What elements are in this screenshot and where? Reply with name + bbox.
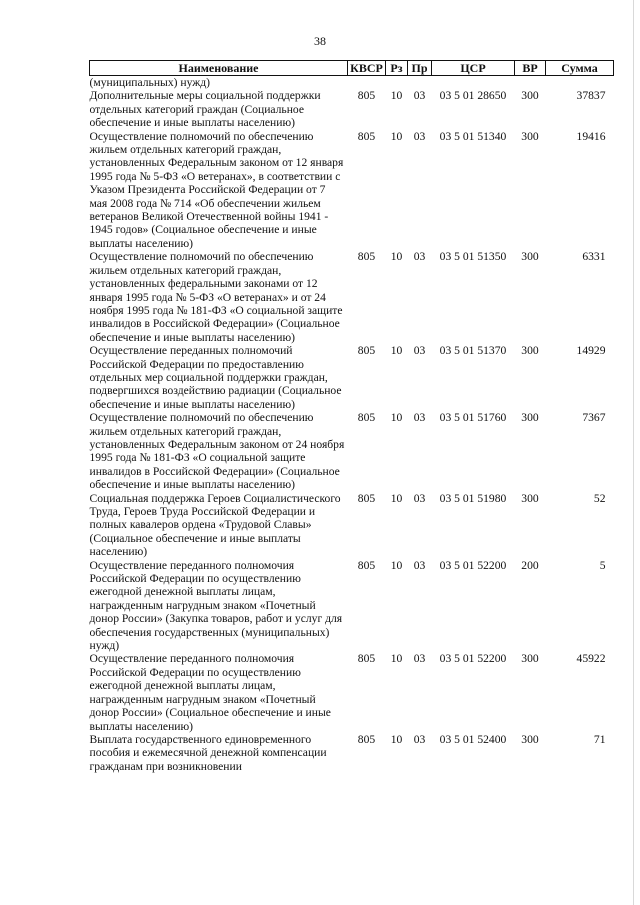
row-kvsr bbox=[348, 76, 386, 90]
row-rz bbox=[386, 76, 408, 90]
row-vr: 300 bbox=[521, 129, 539, 143]
row-kvsr: 805 bbox=[357, 129, 376, 143]
header-row bbox=[90, 61, 614, 76]
row-kvsr: 805 bbox=[357, 89, 376, 103]
row-name: Выплата государственного единовременного пособия и ежемесячной денежной компенсации гражданам при возникновении bbox=[89, 732, 327, 773]
header-pr: Пр bbox=[408, 61, 432, 76]
row-name: Осуществление полномочий по обеспечению жильем отдельных категорий граждан, установленных Федеральным законом от 24 ноября 1995 года № 181-ФЗ «О социальной защите инвалидов в Российской Федерации» (Социальное обеспечение и иные выплаты населению) bbox=[89, 411, 345, 492]
row-sum: 6331 bbox=[582, 250, 606, 264]
row-vr: 300 bbox=[521, 652, 539, 666]
row-rz: 10 bbox=[390, 344, 403, 358]
table-row bbox=[90, 89, 614, 129]
header-kvsr: КВСР bbox=[348, 61, 386, 76]
row-rz: 10 bbox=[390, 491, 403, 505]
header-name: Наименование bbox=[90, 61, 348, 76]
header-csr: ЦСР bbox=[432, 61, 515, 76]
scan-edge-line bbox=[633, 0, 634, 905]
row-vr: 300 bbox=[521, 732, 539, 746]
page-number: 38 bbox=[314, 34, 326, 48]
row-pr bbox=[408, 76, 432, 90]
row-vr: 300 bbox=[521, 491, 539, 505]
row-pr: 03 bbox=[413, 732, 426, 746]
row-name: Осуществление переданных полномочий Российской Федерации по предоставлению отдельных мер социальной поддержки граждан, подвергшихся воздействию радиации (Социальное обеспечение и иные выплаты населению) bbox=[89, 344, 342, 411]
row-pr: 03 bbox=[413, 129, 426, 143]
row-kvsr: 805 bbox=[357, 558, 376, 572]
row-vr: 300 bbox=[521, 344, 539, 358]
row-pr: 03 bbox=[413, 411, 426, 425]
row-sum: 52 bbox=[593, 491, 606, 505]
row-csr: 03 5 01 52400 bbox=[439, 732, 507, 746]
row-kvsr: 805 bbox=[357, 250, 376, 264]
row-rz: 10 bbox=[390, 652, 403, 666]
row-csr: 03 5 01 28650 bbox=[439, 89, 507, 103]
row-sum: 5 bbox=[599, 558, 606, 572]
row-csr: 03 5 01 51980 bbox=[439, 491, 507, 505]
row-name: Дополнительные меры социальной поддержки отдельных категорий граждан (Социальное обеспечение и иные выплаты населению) bbox=[89, 89, 321, 130]
table-row bbox=[90, 652, 614, 732]
row-name: Осуществление переданного полномочия Российской Федерации по осуществлению ежегодной денежной выплаты лицам, награжденным нагрудным знаком «Почетный донор России» (Закупка товаров, работ и услуг для обеспечения государственных (муниципальных) нужд) bbox=[89, 558, 343, 653]
row-csr: 03 5 01 51350 bbox=[439, 250, 507, 264]
row-name: Осуществление переданного полномочия Российской Федерации по осуществлению ежегодной денежной выплаты лицам, награжденным нагрудным знаком «Почетный донор России» (Социальное обеспечение и иные выплаты населению) bbox=[89, 652, 331, 733]
row-csr: 03 5 01 51760 bbox=[439, 411, 507, 425]
row-sum: 7367 bbox=[582, 411, 606, 425]
row-csr: 03 5 01 51370 bbox=[439, 344, 507, 358]
row-pr: 03 bbox=[413, 558, 426, 572]
table-row bbox=[90, 130, 614, 251]
table-body bbox=[90, 76, 614, 774]
row-sum: 45922 bbox=[576, 652, 606, 666]
row-sum: 37837 bbox=[576, 89, 606, 103]
row-vr: 200 bbox=[521, 558, 539, 572]
budget-table bbox=[89, 60, 614, 773]
row-pr: 03 bbox=[413, 652, 426, 666]
row-kvsr: 805 bbox=[357, 491, 376, 505]
row-pr: 03 bbox=[413, 491, 426, 505]
row-csr: 03 5 01 52200 bbox=[439, 652, 507, 666]
row-vr: 300 bbox=[521, 89, 539, 103]
row-pr: 03 bbox=[413, 250, 426, 264]
row-sum: 19416 bbox=[576, 129, 606, 143]
row-rz: 10 bbox=[390, 129, 403, 143]
row-rz: 10 bbox=[390, 732, 403, 746]
header-sum: Сумма bbox=[546, 61, 614, 76]
table-row bbox=[90, 250, 614, 344]
row-csr: 03 5 01 51340 bbox=[439, 129, 507, 143]
row-vr bbox=[515, 76, 546, 90]
row-name: Осуществление полномочий по обеспечению жильем отдельных категорий граждан, установленных федеральными законами от 12 января 1995 года № 5-ФЗ «О ветеранах» и от 24 ноября 1995 года № 181-ФЗ «О социальной защите инвалидов в Российской Федерации» (Социальное обеспечение и иные выплаты населению) bbox=[89, 250, 343, 344]
table-row bbox=[90, 733, 614, 773]
table-header bbox=[90, 61, 614, 76]
row-csr: 03 5 01 52200 bbox=[439, 558, 507, 572]
row-sum bbox=[546, 76, 614, 90]
header-rz: Рз bbox=[386, 61, 408, 76]
row-sum: 71 bbox=[593, 732, 606, 746]
row-rz: 10 bbox=[390, 411, 403, 425]
row-kvsr: 805 bbox=[357, 411, 376, 425]
row-sum: 14929 bbox=[576, 344, 606, 358]
row-rz: 10 bbox=[390, 558, 403, 572]
table-row bbox=[90, 344, 614, 411]
table-row bbox=[90, 559, 614, 653]
row-csr bbox=[432, 76, 515, 90]
header-vr: ВР bbox=[515, 61, 546, 76]
row-vr: 300 bbox=[521, 250, 539, 264]
row-kvsr: 805 bbox=[357, 732, 376, 746]
row-name: (муниципальных) нужд) bbox=[89, 76, 211, 89]
row-vr: 300 bbox=[521, 411, 539, 425]
row-rz: 10 bbox=[390, 250, 403, 264]
row-name: Социальная поддержка Героев Социалистического Труда, Героев Труда Российской Федерации и полных кавалеров ордена «Трудовой Славы» (Социальное обеспечение и иные выплаты населению) bbox=[89, 491, 341, 559]
table-row bbox=[90, 411, 614, 491]
table-row bbox=[90, 76, 614, 90]
row-pr: 03 bbox=[413, 89, 426, 103]
row-rz: 10 bbox=[390, 89, 403, 103]
row-pr: 03 bbox=[413, 344, 426, 358]
row-kvsr: 805 bbox=[357, 652, 376, 666]
row-kvsr: 805 bbox=[357, 344, 376, 358]
table-row bbox=[90, 492, 614, 559]
row-name: Осуществление полномочий по обеспечению жильем отдельных категорий граждан, установленных Федеральным законом от 12 января 1995 года № 5-ФЗ «О ветеранах», в соответствии с Указом Президента Российской Федерации от 7 мая 2008 года № 714 «Об обеспечении жильем ветеранов Великой Отечественной войны 1941 - 1945 годов» (Социальное обеспечение и иные выплаты населению) bbox=[89, 129, 344, 250]
